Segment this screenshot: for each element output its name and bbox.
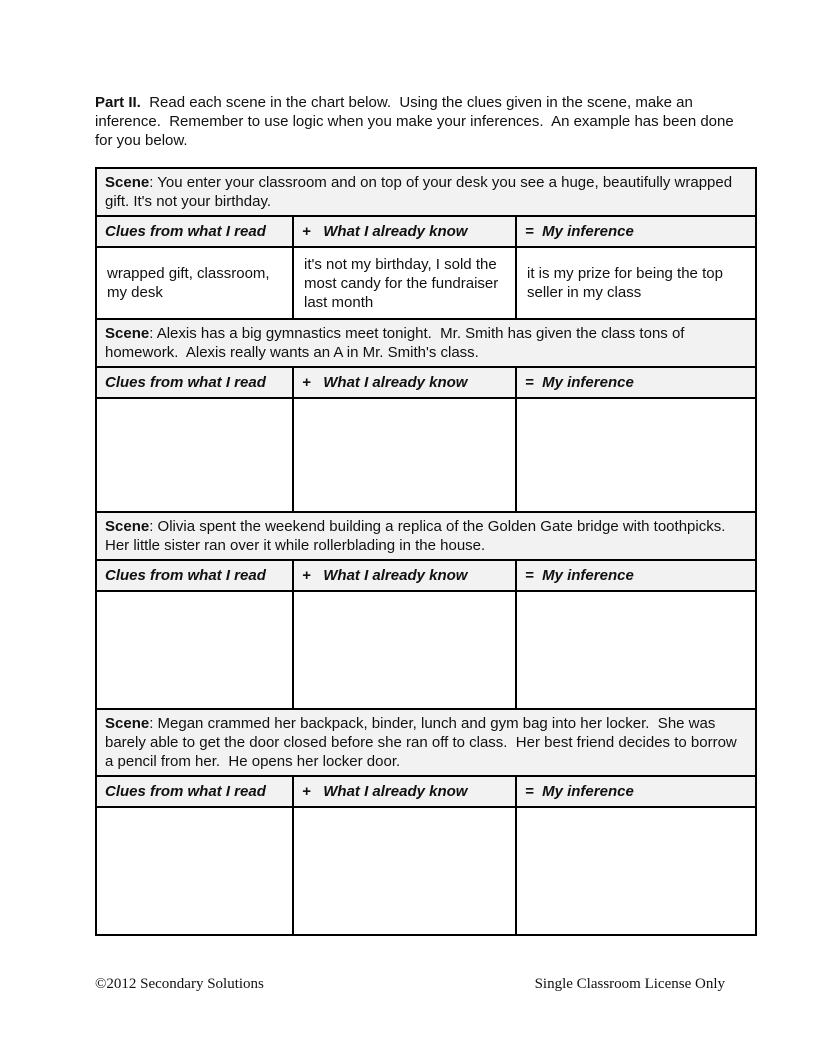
scene-row-3	[96, 512, 756, 560]
scene-text: : You enter your classroom and on top of your desk you see a huge, beautifully wrapped gift. It's not your birthday.	[105, 174, 737, 210]
example-clues-cell: wrapped gift, classroom, my desk	[96, 247, 293, 319]
answer-know-cell-3	[293, 591, 516, 709]
example-inference-cell: it is my prize for being the top seller in my class	[516, 247, 756, 319]
column-header-inference: = My inference	[516, 560, 756, 591]
answer-inference-cell-2	[516, 398, 756, 512]
answer-row-4	[96, 807, 756, 935]
example-know-cell: it's not my birthday, I sold the most candy for the fundraiser last month	[293, 247, 516, 319]
scene-text: : Megan crammed her backpack, binder, lunch and gym bag into her locker. She was barely able to get the door closed before she ran off to class. Her best friend decides to borrow a pencil from her. He opens her locker door.	[105, 715, 741, 770]
scene-label: Scene	[105, 715, 150, 732]
scene-label: Scene	[105, 518, 150, 535]
scene-row-4	[96, 709, 756, 776]
column-header-inference: = My inference	[516, 776, 756, 807]
scene-label: Scene	[105, 325, 150, 342]
answer-inference-cell-4	[516, 807, 756, 935]
scene-text: : Alexis has a big gymnastics meet tonight. Mr. Smith has given the class tons of homework. Alexis really wants an A in Mr. Smith's class.	[105, 325, 689, 361]
header-row-4	[96, 776, 756, 807]
scene-cell-2	[96, 319, 756, 367]
answer-clues-cell-2	[96, 398, 293, 512]
footer-license: Single Classroom License Only	[534, 976, 725, 992]
scene-row-1	[96, 168, 756, 216]
column-header-know: + What I already know	[293, 776, 516, 807]
column-header-clues: Clues from what I read	[96, 367, 293, 398]
scene-label: Scene	[105, 174, 150, 191]
column-header-know: + What I already know	[293, 216, 516, 247]
column-header-inference: = My inference	[516, 367, 756, 398]
answer-row-2	[96, 398, 756, 512]
page-footer	[95, 976, 755, 993]
answer-know-cell-2	[293, 398, 516, 512]
answer-inference-cell-3	[516, 591, 756, 709]
instructions-paragraph	[95, 93, 755, 150]
inference-table	[95, 167, 757, 936]
scene-cell-4	[96, 709, 756, 776]
scene-cell-1	[96, 168, 756, 216]
column-header-know: + What I already know	[293, 560, 516, 591]
answer-row-3	[96, 591, 756, 709]
header-row-3	[96, 560, 756, 591]
answer-know-cell-4	[293, 807, 516, 935]
example-answer-row	[96, 247, 756, 319]
answer-clues-cell-4	[96, 807, 293, 935]
column-header-clues: Clues from what I read	[96, 776, 293, 807]
header-row-1	[96, 216, 756, 247]
part-label: Part II.	[95, 94, 141, 111]
scene-row-2	[96, 319, 756, 367]
column-header-know: + What I already know	[293, 367, 516, 398]
answer-clues-cell-3	[96, 591, 293, 709]
column-header-inference: = My inference	[516, 216, 756, 247]
header-row-2	[96, 367, 756, 398]
footer-copyright: ©2012 Secondary Solutions	[95, 976, 264, 992]
column-header-clues: Clues from what I read	[96, 216, 293, 247]
instructions-text: Read each scene in the chart below. Using the clues given in the scene, make an inference. Remember to use logic when you make your inferences. An example has been done for you below.	[95, 94, 738, 149]
scene-text: : Olivia spent the weekend building a replica of the Golden Gate bridge with toothpicks. Her little sister ran over it while rollerblading in the house.	[105, 518, 734, 554]
scene-cell-3	[96, 512, 756, 560]
column-header-clues: Clues from what I read	[96, 560, 293, 591]
